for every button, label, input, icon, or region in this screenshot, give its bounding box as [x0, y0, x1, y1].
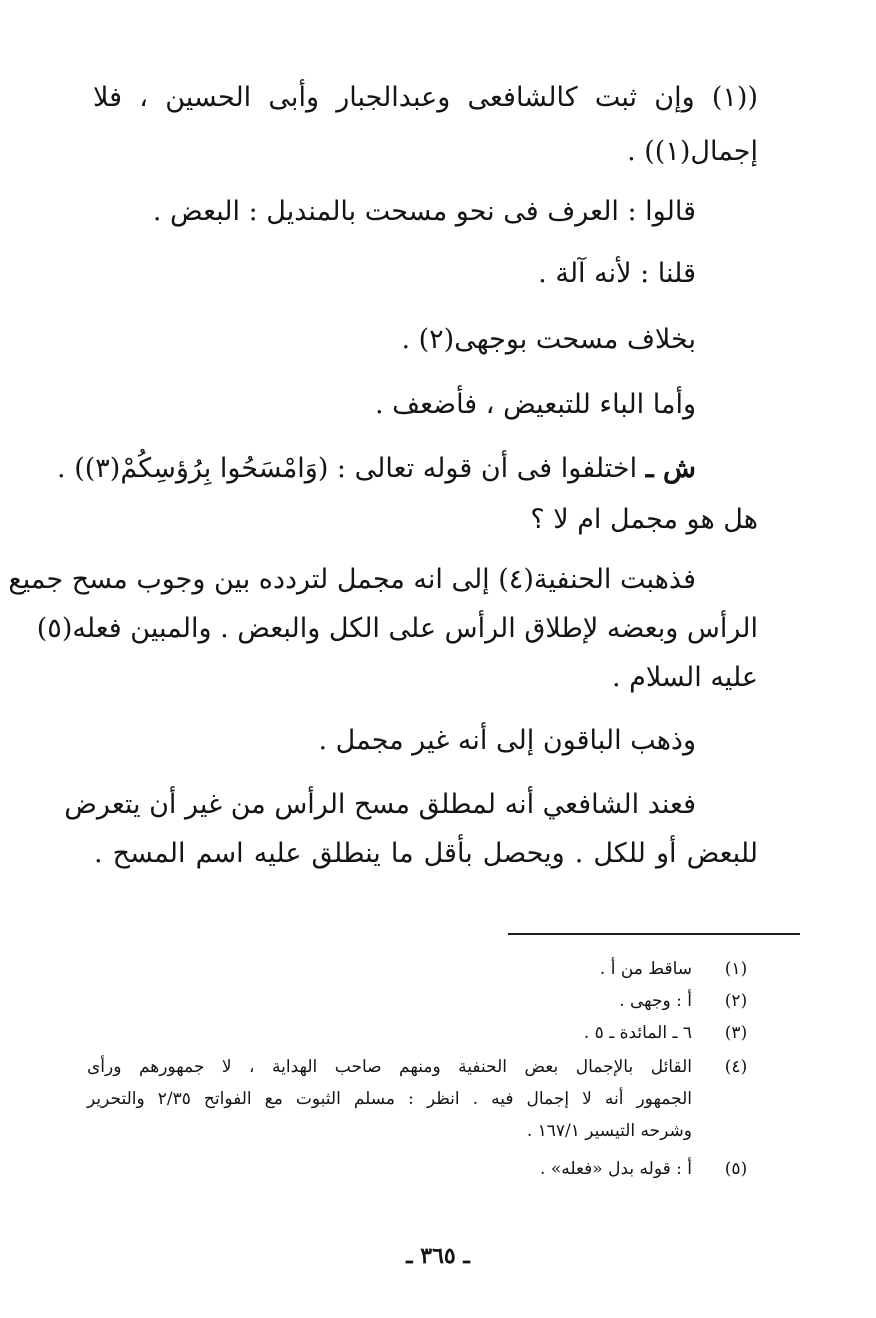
footnote-number: (٢): [724, 991, 748, 1011]
body-line: عليه السلام .: [611, 662, 758, 693]
body-line: وذهب الباقون إلى أنه غير مجمل .: [318, 725, 696, 756]
footnote-number: (٥): [724, 1159, 748, 1179]
footnote-separator: [508, 933, 800, 935]
body-line: ((١) وإن ثبت كالشافعى وعبدالجبار وأبى الحسين ، فلا: [93, 82, 758, 113]
footnote-text: ساقط من أ .: [599, 959, 692, 979]
page-number: ـ ٣٦٥ ـ: [406, 1243, 470, 1269]
footnote-number: (٣): [724, 1023, 748, 1043]
footnote-text: أ : قوله بدل «فعله» .: [540, 1159, 692, 1179]
body-line: هل هو مجمل ام لا ؟: [530, 504, 758, 535]
footnote-number: (٤): [724, 1057, 748, 1077]
body-line: إجمال(١)) .: [627, 136, 758, 167]
body-line: قالوا : العرف فى نحو مسحت بالمنديل : البعض .: [152, 196, 696, 227]
footnote-5: [0, 1156, 876, 1182]
body-line: قلنا : لأنه آلة .: [538, 258, 696, 289]
body-line: للبعض أو للكل . ويحصل بأقل ما ينطلق عليه اسم المسح .: [94, 838, 758, 869]
body-line: [57, 449, 696, 489]
footnote-text: القائل بالإجمال بعض الحنفية ومنهم صاحب الهداية ، لا جمهورهم ورأى: [87, 1057, 692, 1077]
footnote-text: الجمهور أنه لا إجمال فيه . انظر : مسلم الثبوت مع الفواتح ٢/٣٥ والتحرير: [87, 1089, 692, 1109]
body-line: فعند الشافعي أنه لمطلق مسح الرأس من غير أن يتعرض: [64, 789, 696, 820]
footnote-text: أ : وجهى .: [619, 991, 692, 1011]
footnote-4: [0, 1054, 876, 1150]
body-line: بخلاف مسحت بوجهى(٢) .: [401, 324, 696, 355]
footnote-3: [0, 1020, 876, 1046]
footnote-2: [0, 988, 876, 1014]
footnote-text: وشرحه التيسير ١٦٧/١ .: [526, 1121, 692, 1141]
footnote-1: [0, 956, 876, 982]
commentary-marker: ش ـ: [645, 453, 696, 484]
footnote-number: (١): [724, 959, 748, 979]
body-line: الرأس وبعضه لإطلاق الرأس على الكل والبعض . والمبين فعله(٥): [36, 613, 758, 644]
body-line-text: اختلفوا فى أن قوله تعالى : (وَامْسَحُوا بِرُؤسِكُمْ(٣)) .: [57, 453, 638, 484]
body-line: فذهبت الحنفية(٤) إلى انه مجمل لتردده بين وجوب مسح جميع: [8, 564, 696, 595]
body-line: وأما الباء للتبعيض ، فأضعف .: [375, 389, 696, 420]
footnote-text: ٦ ـ المائدة ـ ٥ .: [583, 1023, 692, 1043]
